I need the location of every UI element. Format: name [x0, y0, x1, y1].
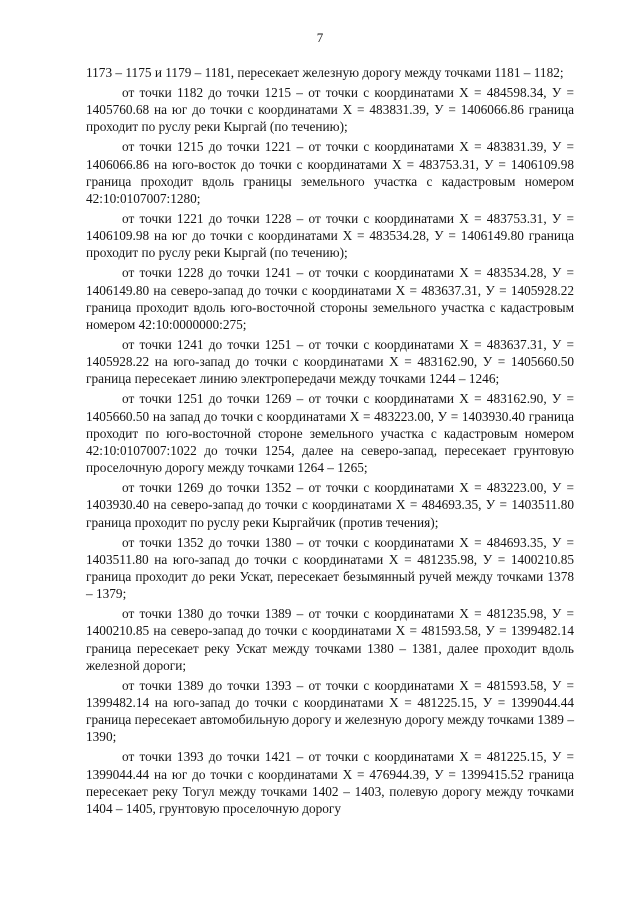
page-number: 7: [316, 30, 324, 45]
body-text: [86, 64, 574, 820]
paragraph: от точки 1215 до точки 1221 – от точки с координатами Х = 483831.39, У = 1406066.86 на юго-восток до точки с координатами Х = 483753.31, У = 1406109.98 граница проходит вдоль границы земельного участка с кадастровым номером 42:10:0107007:1280;: [86, 139, 574, 207]
paragraph: от точки 1251 до точки 1269 – от точки с координатами Х = 483162.90, У = 1405660.50 на запад до точки с координатами Х = 483223.00, У = 1403930.40 граница проходит по юго-восточной стороне земельного участка с кадастровым номером 42:10:0107007:1022 до точки 1254, далее на северо-запад, пересекает грунтовую проселочную дорогу между точками 1264 – 1265;: [86, 391, 574, 476]
paragraph: от точки 1389 до точки 1393 – от точки с координатами Х = 481593.58, У = 1399482.14 на юго-запад до точки с координатами Х = 481225.15, У = 1399044.44 граница пересекает автомобильную дорогу и железную дорогу между точками 1389 – 1390;: [86, 677, 574, 745]
paragraph: от точки 1241 до точки 1251 – от точки с координатами Х = 483637.31, У = 1405928.22 на юго-запад до точки с координатами Х = 483162.90, У = 1405660.50 граница пересекает линию электропередачи между точками 1244 – 1246;: [86, 337, 574, 387]
paragraph: от точки 1182 до точки 1215 – от точки с координатами Х = 484598.34, У = 1405760.68 на юг до точки с координатами Х = 483831.39, У = 1406066.86 граница проходит по руслу реки Кыргай (по течению);: [86, 85, 574, 135]
paragraph: от точки 1380 до точки 1389 – от точки с координатами Х = 481235.98, У = 1400210.85 на северо-запад до точки с координатами Х = 481593.58, У = 1399482.14 граница пересекает реку Ускат между точками 1380 – 1381, далее проходит вдоль железной дороги;: [86, 606, 574, 673]
paragraph: от точки 1269 до точки 1352 – от точки с координатами Х = 483223.00, У = 1403930.40 на северо-запад до точки с координатами Х = 484693.35, У = 1403511.80 граница проходит по руслу реки Кыргайчик (против течения);: [86, 480, 574, 530]
paragraph: от точки 1228 до точки 1241 – от точки с координатами Х = 483534.28, У = 1406149.80 на северо-запад до точки с координатами Х = 483637.31, У = 1405928.22 граница проходит вдоль юго-восточной стороны земельного участка с кадастровым номером 42:10:0000000:275;: [86, 265, 574, 333]
paragraph: от точки 1352 до точки 1380 – от точки с координатами Х = 484693.35, У = 1403511.80 на юго-запад до точки с координатами Х = 481235.98, У = 1400210.85 граница проходит до реки Ускат, пересекает безымянный ручей между точками 1378 – 1379;: [86, 534, 574, 602]
paragraph: 1173 – 1175 и 1179 – 1181, пересекает железную дорогу между точками 1181 – 1182;: [86, 65, 564, 80]
paragraph: от точки 1393 до точки 1421 – от точки с координатами Х = 481225.15, У = 1399044.44 на юг до точки с координатами Х = 476944.39, У = 1399415.52 граница пересекает реку Тогул между точками 1402 – 1403, полевую дорогу между точками 1404 – 1405, грунтовую проселочную дорогу: [86, 749, 574, 817]
paragraph: от точки 1221 до точки 1228 – от точки с координатами Х = 483753.31, У = 1406109.98 на юг до точки с координатами Х = 483534.28, У = 1406149.80 граница проходит по руслу реки Кыргай (по течению);: [86, 211, 574, 261]
